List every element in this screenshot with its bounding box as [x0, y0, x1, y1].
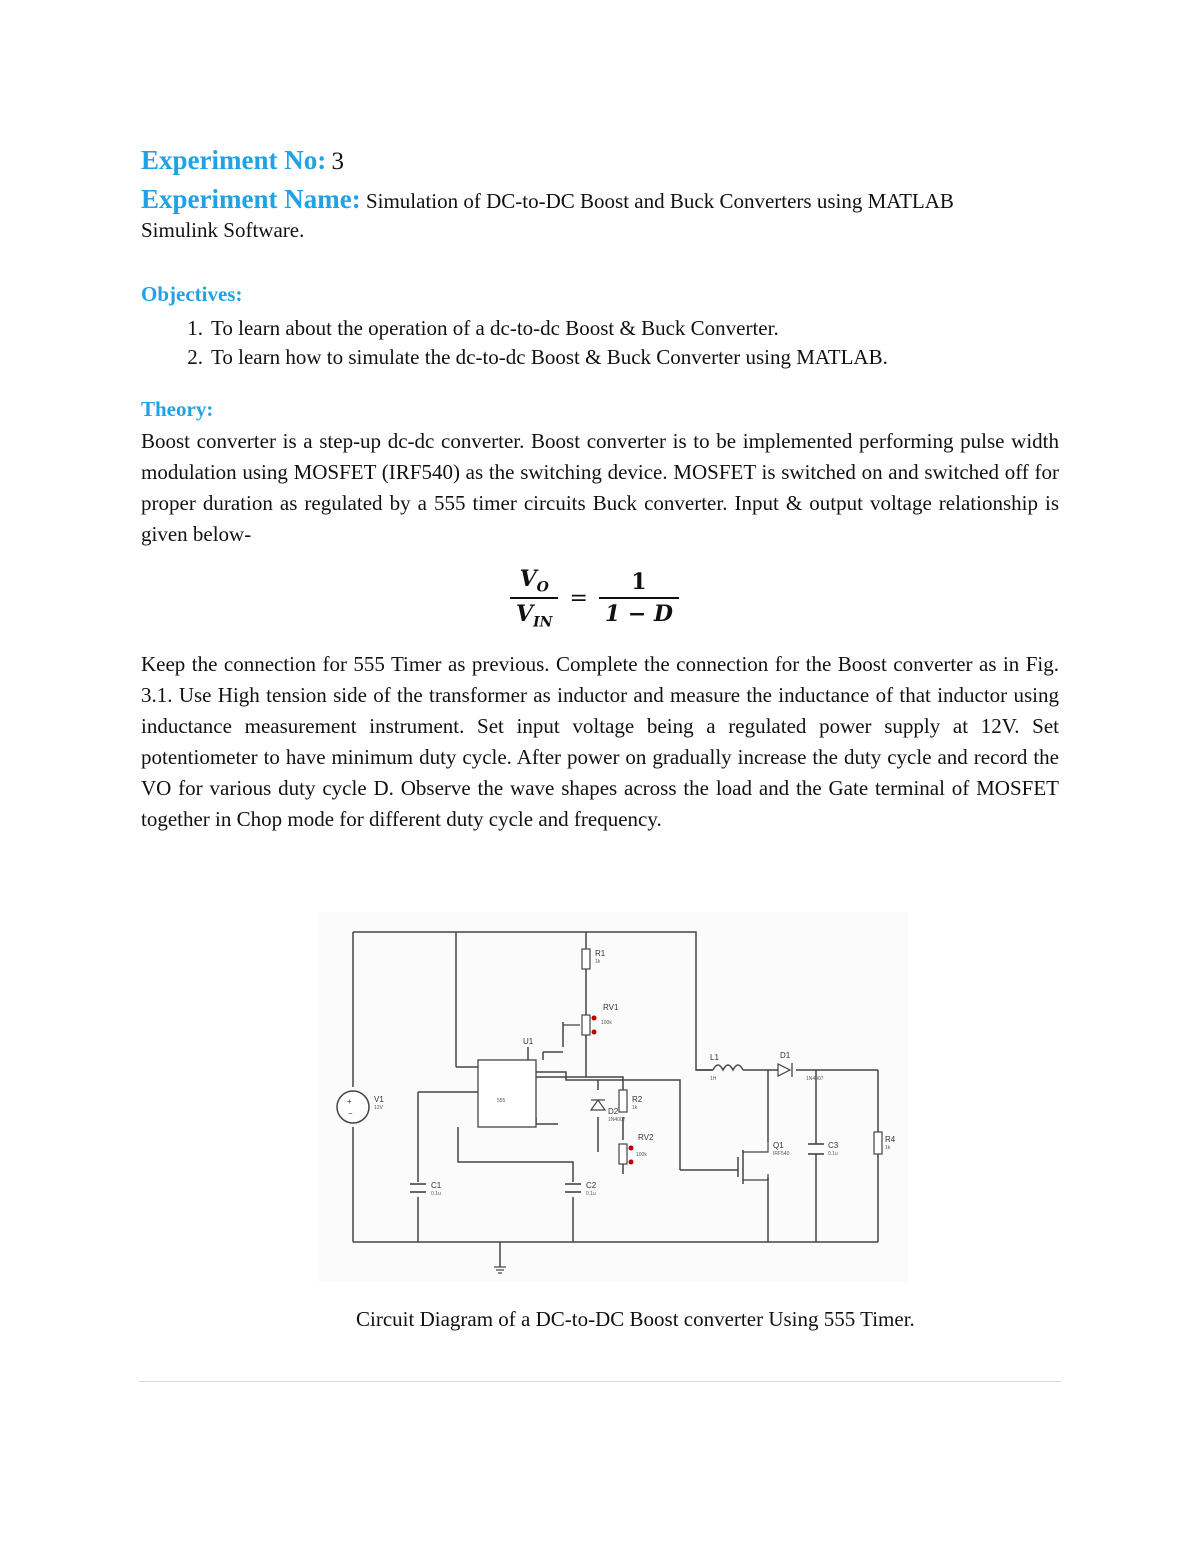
theory-paragraph: Boost converter is a step-up dc-dc converter. Boost converter is to be implemented performing pulse width modulation using MOSFET (IRF540) as the switching device. MOSFET is switched on and switched off for proper duration as regulated by a 555 timer circuits Buck converter. Input & output voltage relationship is given below-	[141, 429, 1059, 546]
svg-text:C1: C1	[431, 1181, 442, 1190]
page-divider	[139, 1381, 1061, 1382]
svg-text:D2: D2	[608, 1107, 619, 1116]
theory-heading: Theory:	[141, 397, 214, 421]
objectives-list	[141, 314, 888, 372]
svg-text:555: 555	[497, 1098, 506, 1104]
svg-text:R1: R1	[595, 949, 606, 958]
list-item: 2. To learn how to simulate the dc-to-dc Boost & Buck Converter using MATLAB.	[187, 345, 888, 369]
svg-text:R2: R2	[632, 1095, 643, 1104]
svg-text:RV1: RV1	[603, 1003, 619, 1012]
svg-text:1N4007: 1N4007	[608, 1117, 626, 1123]
svg-text:L1: L1	[710, 1053, 719, 1062]
voltage-ratio-formula	[510, 566, 679, 631]
svg-text:+: +	[347, 1097, 352, 1106]
svg-text:1k: 1k	[632, 1105, 638, 1111]
svg-text:1N4007: 1N4007	[806, 1076, 824, 1082]
svg-text:V1: V1	[374, 1095, 384, 1104]
svg-text:Q1: Q1	[773, 1141, 784, 1150]
formula-lhs: $\frac{V_O}{V_{IN}}$	[510, 566, 558, 631]
svg-text:C2: C2	[586, 1181, 597, 1190]
svg-text:−: −	[348, 1109, 353, 1118]
svg-text:12V: 12V	[374, 1105, 383, 1111]
formula-equals: =	[569, 585, 588, 611]
svg-text:0.1u: 0.1u	[431, 1191, 441, 1197]
svg-text:1H: 1H	[710, 1076, 717, 1082]
experiment-number-value: 3	[331, 148, 344, 175]
svg-text:1k: 1k	[885, 1145, 891, 1151]
figure-caption: Circuit Diagram of a DC-to-DC Boost converter Using 555 Timer.	[356, 1307, 915, 1331]
experiment-name-continued: Simulink Software.	[141, 218, 305, 242]
formula-rhs: $\frac{1}{1 - D}$	[599, 569, 679, 627]
experiment-name-label: Experiment Name:	[141, 184, 361, 214]
svg-text:IRF540: IRF540	[773, 1151, 790, 1157]
experiment-name	[141, 183, 954, 215]
svg-text:0.1u: 0.1u	[828, 1151, 838, 1157]
svg-text:1k: 1k	[595, 959, 601, 965]
svg-text:RV2: RV2	[638, 1133, 654, 1142]
svg-text:D1: D1	[780, 1051, 791, 1060]
svg-text:U1: U1	[523, 1037, 534, 1046]
boost-converter-circuit-diagram	[318, 912, 908, 1282]
svg-text:0.1u: 0.1u	[586, 1191, 596, 1197]
list-item: 1. To learn about the operation of a dc-to-dc Boost & Buck Converter.	[187, 316, 779, 340]
svg-text:100k: 100k	[636, 1152, 647, 1158]
experiment-number-label: Experiment No:	[141, 145, 327, 175]
svg-text:100k: 100k	[601, 1020, 612, 1026]
objectives-heading: Objectives:	[141, 282, 243, 306]
experiment-number	[141, 144, 344, 177]
svg-text:C3: C3	[828, 1141, 839, 1150]
procedure-paragraph: Keep the connection for 555 Timer as previous. Complete the connection for the Boost converter as in Fig. 3.1. Use High tension side of the transformer as inductor and measure the inductance of that inductor using inductance measurement instrument. Set input voltage being a regulated power supply at 12V. Set potentiometer to have minimum duty cycle. After power on gradually increase the duty cycle and record the VO for various duty cycle D. Observe the wave shapes across the load and the Gate terminal of MOSFET together in Chop mode for different duty cycle and frequency.	[141, 652, 1059, 831]
svg-text:R4: R4	[885, 1135, 896, 1144]
experiment-name-value: Simulation of DC-to-DC Boost and Buck Converters using MATLAB	[365, 189, 954, 213]
